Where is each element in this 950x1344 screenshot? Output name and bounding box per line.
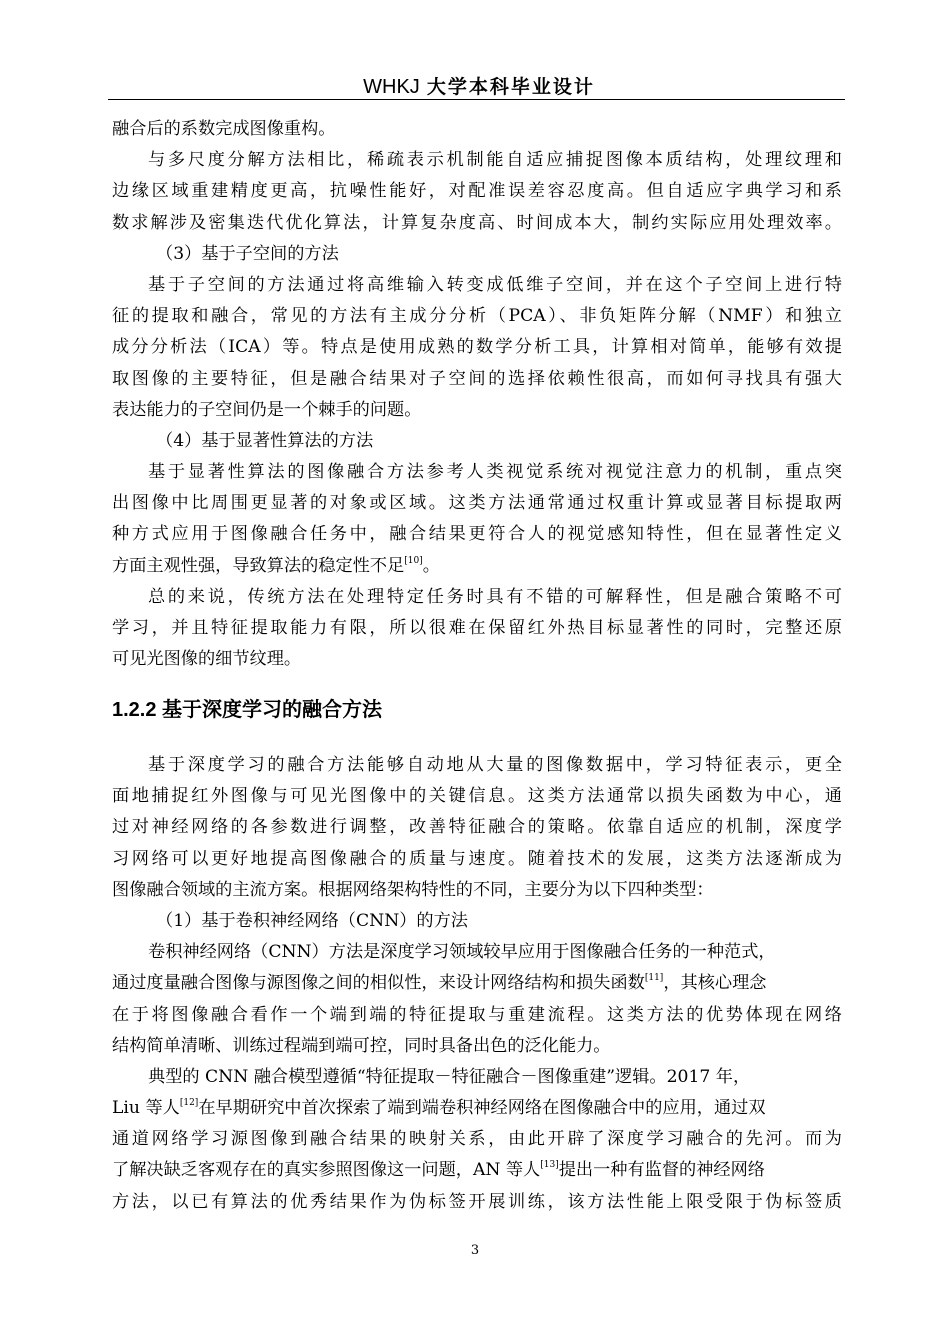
text-line: 习网络可以更好地提高图像融合的质量与速度。随着技术的发展，这类方法逐渐成为: [112, 848, 842, 869]
body-section-b: [112, 750, 842, 1218]
text-line: [112, 968, 842, 999]
header-title: 大学本科毕业设计: [426, 76, 595, 98]
subsection-title: （3）基于子空间的方法: [156, 243, 339, 264]
text-span: 方面主观性强，导致算法的稳定性不足: [112, 555, 405, 576]
text-span: 在早期研究中首次探索了端到端卷积神经网络在图像融合中的应用，通过双: [198, 1098, 766, 1119]
text-line: 基于深度学习的融合方法能够自动地从大量的图像数据中，学习特征表示，更全: [148, 755, 842, 775]
text-line: 与多尺度分解方法相比，稀疏表示机制能自适应捕捉图像本质结构，处理纹理和: [148, 150, 842, 171]
citation-10: [10]: [404, 555, 423, 566]
text-span: 了解决缺乏客观存在的真实参照图像这一问题，AN 等人: [112, 1160, 541, 1181]
text-line: 征的提取和融合，常见的方法有主成分分析（PCA）、非负矩阵分解（NMF）和独立: [112, 306, 842, 327]
text-line: 图像融合领域的主流方案。根据网络架构特性的不同，主要分为以下四种类型：: [112, 879, 714, 900]
text-line: [112, 1093, 842, 1124]
text-span: 。: [422, 555, 440, 576]
text-span: Liu 等人: [112, 1098, 180, 1119]
text-line: 边缘区域重建精度更高，抗噪性能好，对配准误差容忍度高。但自适应字典学习和系: [112, 181, 842, 202]
citation-13: [13]: [540, 1160, 559, 1171]
text-line: 基于显著性算法的图像融合方法参考人类视觉系统对视觉注意力的机制，重点突: [148, 462, 842, 483]
text-line: 种方式应用于图像融合任务中，融合结果更符合人的视觉感知特性，但在显著性定义: [112, 524, 842, 545]
header-abbreviation: WHKJ: [363, 76, 420, 98]
text-line: 过对神经网络的各参数进行调整，改善特征融合的策略。依靠自适应的机制，深度学: [112, 817, 842, 838]
header-rule: [108, 99, 845, 100]
text-line: 典型的 CNN 融合模型遵循“特征提取－特征融合－图像重建”逻辑。2017 年，: [148, 1066, 751, 1087]
running-header: [112, 72, 846, 99]
text-span: ，其核心理念: [663, 973, 767, 994]
text-span: 提出一种有监督的神经网络: [558, 1160, 765, 1181]
text-line: 融合后的系数完成图像重构。: [112, 119, 336, 139]
text-line: 表达能力的子空间仍是一个棘手的问题。: [112, 399, 422, 420]
citation-12: [12]: [179, 1098, 199, 1109]
text-line: [112, 1155, 842, 1186]
text-line: 基于子空间的方法通过将高维输入转变成低维子空间，并在这个子空间上进行特: [148, 274, 842, 295]
text-line: 通道网络学习源图像到融合结果的映射关系，由此开辟了深度学习融合的先河。而为: [112, 1129, 842, 1150]
text-line: 可见光图像的细节纹理。: [112, 649, 302, 670]
text-line: 结构简单清晰、训练过程端到端可控，同时具备出色的泛化能力。: [112, 1035, 611, 1056]
text-line: 出图像中比周围更显著的对象或区域。这类方法通常通过权重计算或显著目标提取两: [112, 493, 842, 514]
page-number: 3: [470, 1243, 480, 1258]
body-section-a: [112, 114, 842, 675]
subsection-title: （1）基于卷积神经网络（CNN）的方法: [156, 910, 468, 931]
text-line: 成分分析法（ICA）等。特点是使用成熟的数学分析工具，计算相对简单，能够有效提: [112, 337, 842, 358]
text-line: 面地捕捉红外图像与可见光图像中的关键信息。这类方法通常以损失函数为中心，通: [112, 786, 842, 807]
text-line: 在于将图像融合看作一个端到端的特征提取与重建流程。这类方法的优势体现在网络: [112, 1004, 842, 1025]
text-line: 卷积神经网络（CNN）方法是深度学习领域较早应用于图像融合任务的一种范式，: [148, 942, 776, 963]
text-line: [112, 551, 842, 582]
text-line: 取图像的主要特征，但是融合结果对子空间的选择依赖性很高，而如何寻找具有强大: [112, 368, 842, 389]
text-line: 方法，以已有算法的优秀结果作为伪标签开展训练，该方法性能上限受限于伪标签质: [112, 1191, 842, 1212]
text-line: 数求解涉及密集迭代优化算法，计算复杂度高、时间成本大，制约实际应用处理效率。: [112, 212, 842, 233]
text-line: 学习，并且特征提取能力有限，所以很难在保留红外热目标显著性的同时，完整还原: [112, 618, 842, 638]
text-line: 总的来说，传统方法在处理特定任务时具有不错的可解释性，但是融合策略不可: [148, 586, 842, 607]
subsection-title: （4）基于显著性算法的方法: [156, 430, 374, 451]
text-span: 通过度量融合图像与源图像之间的相似性，来设计网络结构和损失函数: [112, 973, 645, 994]
citation-11: [11]: [644, 973, 664, 984]
section-heading: 1.2.2 基于深度学习的融合方法: [112, 699, 383, 721]
